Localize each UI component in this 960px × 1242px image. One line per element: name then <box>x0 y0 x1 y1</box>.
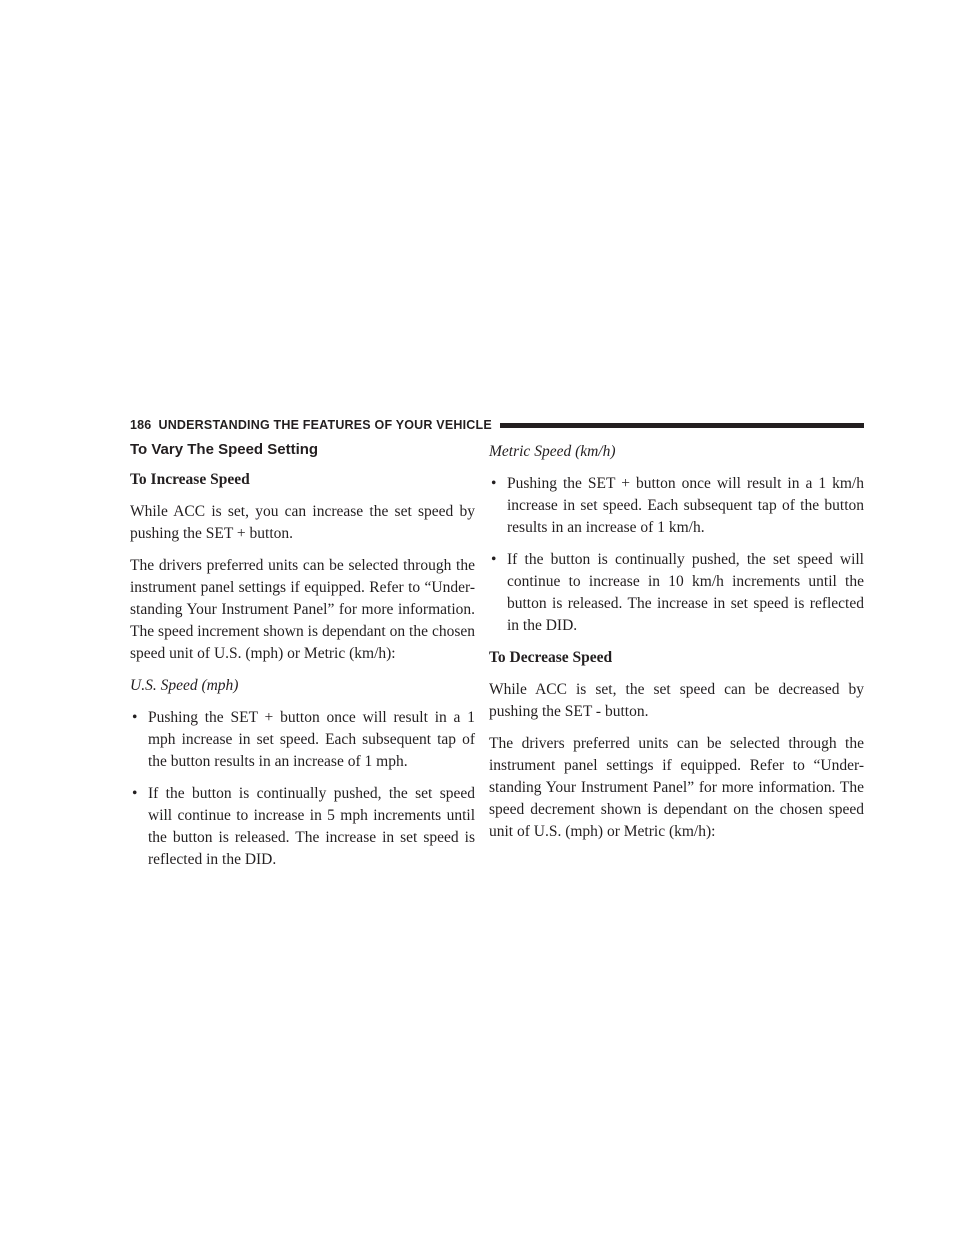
right-column <box>489 441 864 853</box>
list-item <box>130 783 475 871</box>
metric-speed-heading: Metric Speed (km/h) <box>489 443 616 460</box>
list-item-text: Pushing the SET + button once will result in a 1 km/h increase in set speed. Each subsequent tap of the button results in an increase of 1 km/h. <box>507 475 864 536</box>
page-header <box>130 414 864 436</box>
increase-para-2: The drivers preferred units can be selected through the instrument panel settings if equipped. Refer to “Under-standing Your Instrument Panel” for more information. The speed increment shown is dependant on the chosen speed unit of U.S. (mph) or Metric (km/h): <box>130 557 475 662</box>
decrease-para-2: The drivers preferred units can be selected through the instrument panel settings if equipped. Refer to “Under-standing Your Instrument Panel” for more information. The speed decrement shown is dependant on the chosen speed unit of U.S. (mph) or Metric (km/h): <box>489 735 864 840</box>
metric-speed-list <box>489 473 864 637</box>
list-item <box>489 549 864 637</box>
list-item <box>489 473 864 539</box>
page-number: 186 <box>130 418 152 432</box>
decrease-speed-heading: To Decrease Speed <box>489 649 613 666</box>
left-column <box>130 440 475 881</box>
list-item-text: If the button is continually pushed, the set speed will continue to increase in 5 mph increments until the button is released. The increase in set speed is reflected in the DID. <box>148 785 475 868</box>
bullet-icon: • <box>132 785 138 802</box>
list-item <box>130 707 475 773</box>
increase-speed-heading: To Increase Speed <box>130 471 250 488</box>
bullet-icon: • <box>491 475 497 492</box>
section-title: To Vary The Speed Setting <box>130 441 319 458</box>
header-rule <box>500 423 864 428</box>
list-item-text: Pushing the SET + button once will result in a 1 mph increase in set speed. Each subsequent tap of the button results in an increase of 1 mph. <box>148 709 475 770</box>
us-speed-list <box>130 707 475 871</box>
bullet-icon: • <box>132 709 138 726</box>
bullet-icon: • <box>491 551 497 568</box>
list-item-text: If the button is continually pushed, the set speed will continue to increase in 10 km/h increments until the button is released. The increase in set speed is reflected in the DID. <box>507 551 864 634</box>
chapter-title: UNDERSTANDING THE FEATURES OF YOUR VEHICLE <box>158 418 492 432</box>
increase-para-1: While ACC is set, you can increase the set speed by pushing the SET + button. <box>130 503 475 542</box>
us-speed-heading: U.S. Speed (mph) <box>130 677 239 694</box>
decrease-para-1: While ACC is set, the set speed can be decreased by pushing the SET - button. <box>489 681 864 720</box>
